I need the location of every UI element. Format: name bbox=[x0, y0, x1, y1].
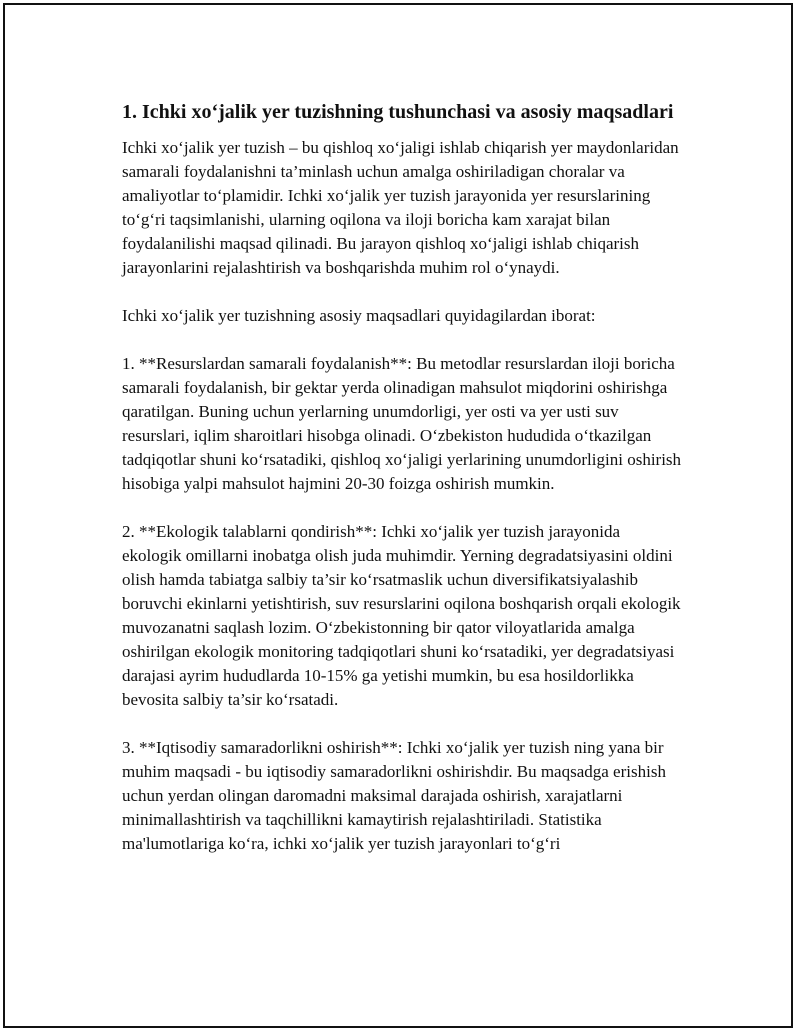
page-frame bbox=[3, 3, 793, 1028]
goal-3-paragraph: 3. **Iqtisodiy samaradorlikni oshirish**: Ichki xo‘jalik yer tuzish ning yana bir muhim maqsadi - bu iqtisodiy samaradorlikni oshirishdir. Bu maqsadga erishish uchun yerdan olingan daromadni maksimal darajada oshirish, xarajatlarni minimallashtirish va taqchillikni kamaytirish rejalashtiriladi. Statistika ma'lumotlariga ko‘ra, ichki xo‘jalik yer tuzish jarayonlari to‘g‘ri bbox=[122, 738, 666, 853]
intro-paragraph: Ichki xo‘jalik yer tuzish – bu qishloq xo‘jaligi ishlab chiqarish yer maydonlaridan samarali foydalanishni ta’minlash uchun amalga oshiriladigan choralar va amaliyotlar to‘plamidir. Ichki xo‘jalik yer tuzish jarayonida yer resurslarining to‘g‘ri taqsimlanishi, ularning oqilona va iloji boricha kam xarajat bilan foydalanilishi maqsad qilinadi. Bu jarayon qishloq xo‘jaligi ishlab chiqarish jarayonlarini rejalashtirish va boshqarishda muhim rol o‘ynaydi. bbox=[122, 138, 679, 277]
goal-2-paragraph: 2. **Ekologik talablarni qondirish**: Ichki xo‘jalik yer tuzish jarayonida ekologik omillarni inobatga olish juda muhimdir. Yerning degradatsiyasini oldini olish hamda tabiatga salbiy ta’sir ko‘rsatmaslik uchun diversifikatsiyalashib boruvchi ekinlarni yetishtirish, suv resurslarini oqilona boshqarish orqali ekologik muvozanatni saqlash lozim. O‘zbekistonning bir qator viloyatlarida amalga oshirilgan ekologik monitoring tadqiqotlari shuni ko‘rsatadiki, yer degradatsiyasi darajasi ayrim hududlarda 10-15% ga yetishi mumkin, bu esa hosildorlikka bevosita salbiy ta’sir ko‘rsatadi. bbox=[122, 522, 681, 709]
goals-lead-paragraph: Ichki xo‘jalik yer tuzishning asosiy maqsadlari quyidagilardan iborat: bbox=[122, 306, 596, 325]
goal-1-paragraph: 1. **Resurslardan samarali foydalanish**: Bu metodlar resurslardan iloji boricha samarali foydalanish, bir gektar yerda olinadigan mahsulot miqdorini oshirishga qaratilgan. Buning uchun yerlarning unumdorligi, yer osti va yer usti suv resurslari, iqlim sharoitlari hisobga olinadi. O‘zbekiston hududida o‘tkazilgan tadqiqotlar shuni ko‘rsatadiki, qishloq xo‘jaligi yerlarining unumdorligini oshirish hisobiga yalpi mahsulot hajmini 20-30 foizga oshirish mumkin. bbox=[122, 354, 682, 493]
section-heading: 1. Ichki xo‘jalik yer tuzishning tushunchasi va asosiy maqsadlari bbox=[122, 101, 674, 123]
document-body bbox=[122, 99, 682, 880]
